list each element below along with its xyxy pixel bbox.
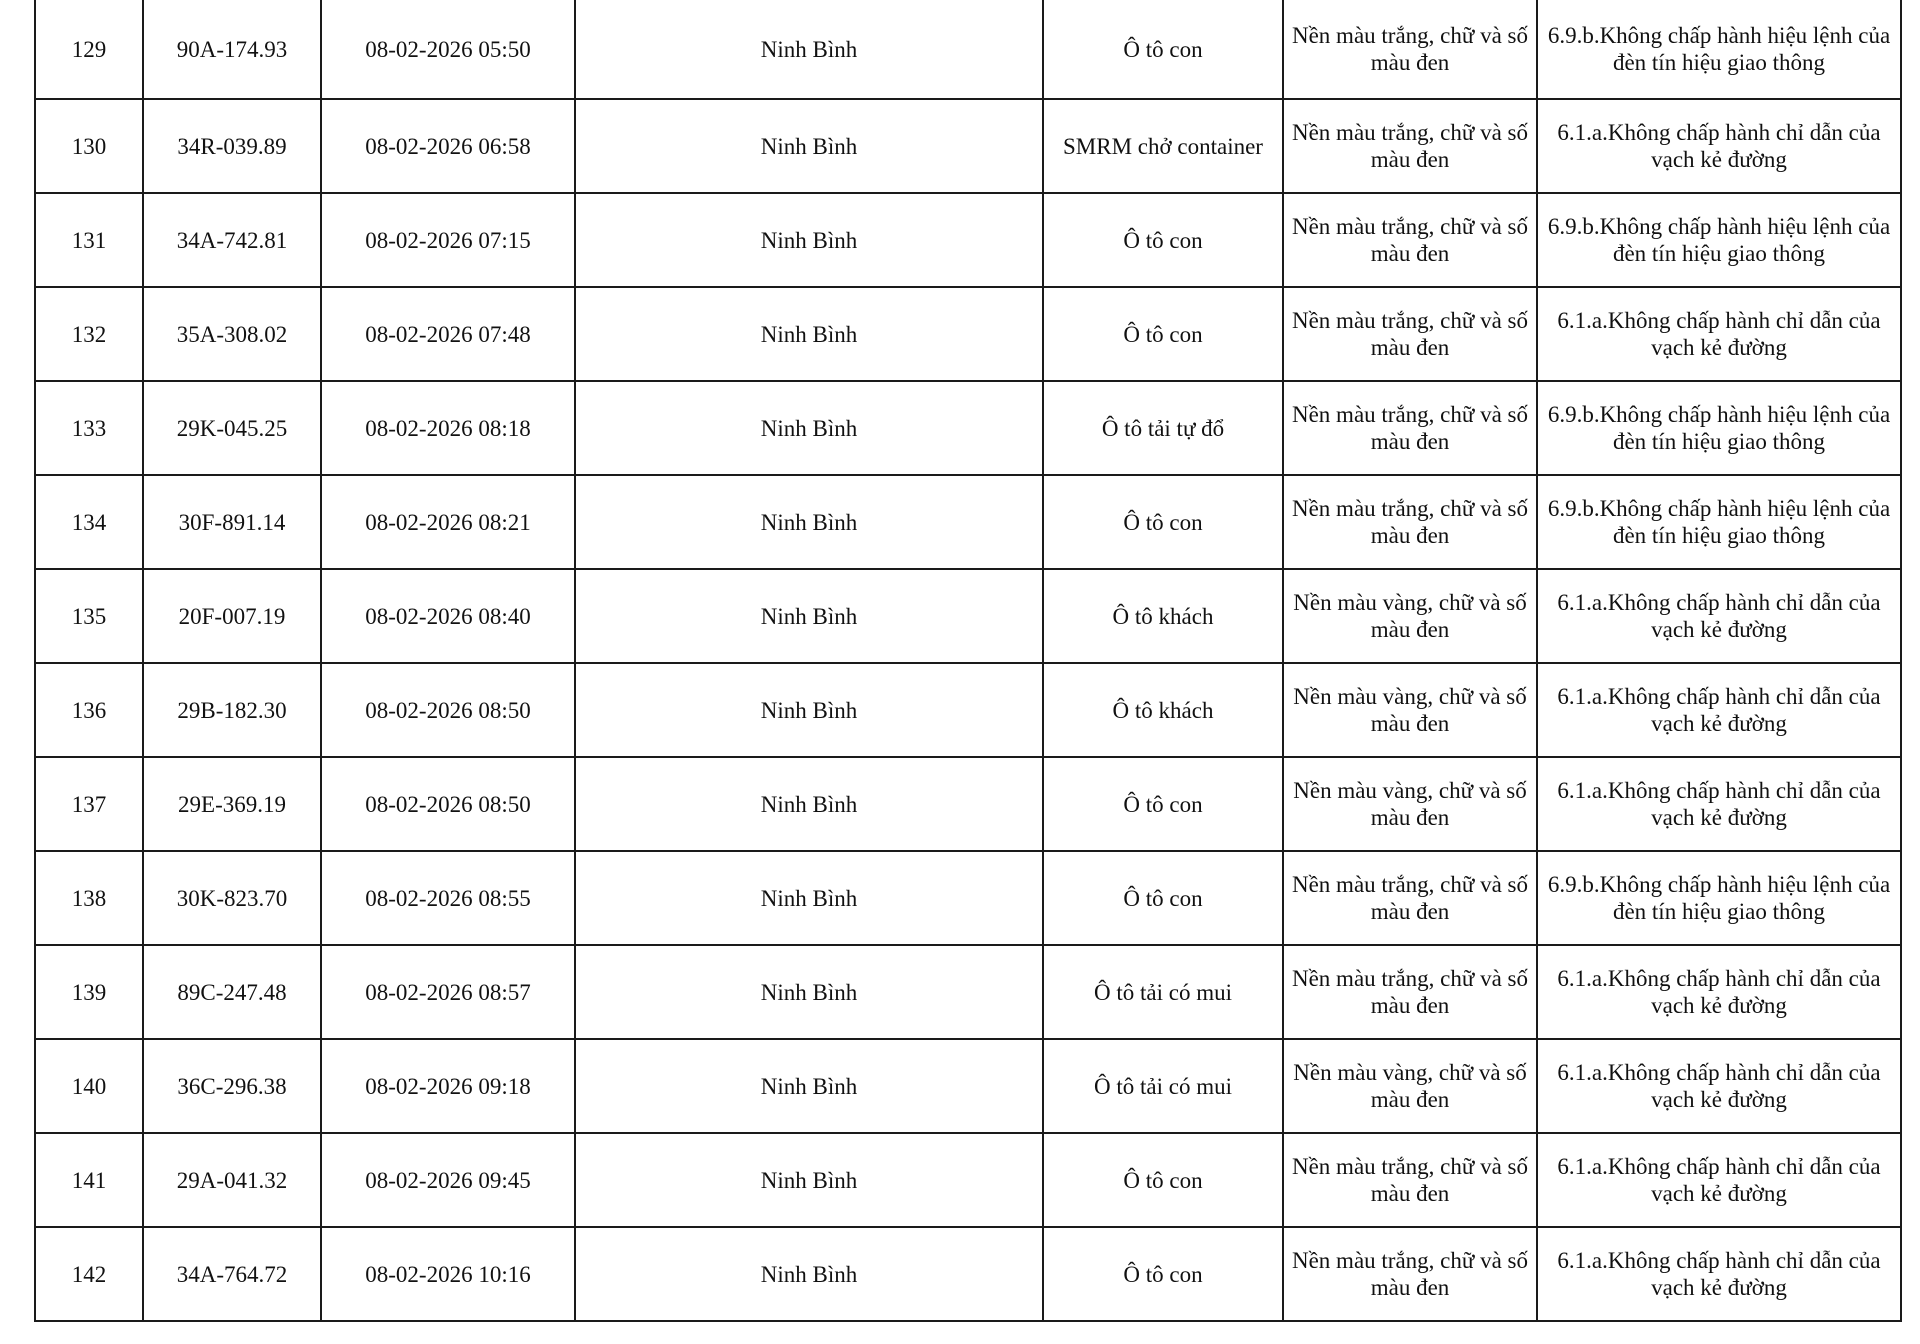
table-row	[35, 193, 1901, 287]
vehicle-type-cell: Ô tô tải có mui	[1043, 1039, 1283, 1133]
location-cell: Ninh Bình	[575, 1039, 1043, 1133]
row-number-cell: 138	[35, 851, 143, 945]
vehicle-type-cell: Ô tô con	[1043, 0, 1283, 99]
license-plate-cell: 36C-296.38	[143, 1039, 321, 1133]
plate-color-cell: Nền màu vàng, chữ và số màu đen	[1283, 663, 1537, 757]
plate-color-cell: Nền màu vàng, chữ và số màu đen	[1283, 569, 1537, 663]
license-plate-cell: 30K-823.70	[143, 851, 321, 945]
plate-color-cell: Nền màu trắng, chữ và số màu đen	[1283, 851, 1537, 945]
plate-color-cell: Nền màu trắng, chữ và số màu đen	[1283, 475, 1537, 569]
row-number-cell: 130	[35, 99, 143, 193]
table-row	[35, 381, 1901, 475]
license-plate-cell: 29E-369.19	[143, 757, 321, 851]
table-row	[35, 475, 1901, 569]
violation-description-cell: 6.1.a.Không chấp hành chỉ dẫn của vạch kẻ đường	[1537, 1227, 1901, 1321]
license-plate-cell: 34R-039.89	[143, 99, 321, 193]
table-row	[35, 99, 1901, 193]
vehicle-type-cell: Ô tô khách	[1043, 663, 1283, 757]
location-cell: Ninh Bình	[575, 757, 1043, 851]
location-cell: Ninh Bình	[575, 99, 1043, 193]
location-cell: Ninh Bình	[575, 1133, 1043, 1227]
vehicle-type-cell: Ô tô con	[1043, 475, 1283, 569]
location-cell: Ninh Bình	[575, 475, 1043, 569]
table-row	[35, 663, 1901, 757]
location-cell: Ninh Bình	[575, 287, 1043, 381]
plate-color-cell: Nền màu trắng, chữ và số màu đen	[1283, 99, 1537, 193]
plate-color-cell: Nền màu vàng, chữ và số màu đen	[1283, 757, 1537, 851]
row-number-cell: 139	[35, 945, 143, 1039]
violation-description-cell: 6.1.a.Không chấp hành chỉ dẫn của vạch kẻ đường	[1537, 1133, 1901, 1227]
license-plate-cell: 29K-045.25	[143, 381, 321, 475]
violation-description-cell: 6.1.a.Không chấp hành chỉ dẫn của vạch kẻ đường	[1537, 99, 1901, 193]
vehicle-type-cell: Ô tô con	[1043, 851, 1283, 945]
row-number-cell: 137	[35, 757, 143, 851]
vehicle-type-cell: Ô tô tải tự đổ	[1043, 381, 1283, 475]
table-row	[35, 1039, 1901, 1133]
table-row	[35, 1133, 1901, 1227]
violation-table	[34, 0, 1902, 1322]
location-cell: Ninh Bình	[575, 663, 1043, 757]
location-cell: Ninh Bình	[575, 1227, 1043, 1321]
violation-description-cell: 6.9.b.Không chấp hành hiệu lệnh của đèn tín hiệu giao thông	[1537, 475, 1901, 569]
violation-description-cell: 6.9.b.Không chấp hành hiệu lệnh của đèn tín hiệu giao thông	[1537, 381, 1901, 475]
plate-color-cell: Nền màu trắng, chữ và số màu đen	[1283, 1133, 1537, 1227]
table-row	[35, 569, 1901, 663]
plate-color-cell: Nền màu trắng, chữ và số màu đen	[1283, 381, 1537, 475]
violation-description-cell: 6.1.a.Không chấp hành chỉ dẫn của vạch kẻ đường	[1537, 569, 1901, 663]
violation-description-cell: 6.9.b.Không chấp hành hiệu lệnh của đèn tín hiệu giao thông	[1537, 0, 1901, 99]
row-number-cell: 129	[35, 0, 143, 99]
table-row	[35, 0, 1901, 99]
vehicle-type-cell: Ô tô tải có mui	[1043, 945, 1283, 1039]
row-number-cell: 142	[35, 1227, 143, 1321]
row-number-cell: 136	[35, 663, 143, 757]
row-number-cell: 131	[35, 193, 143, 287]
plate-color-cell: Nền màu trắng, chữ và số màu đen	[1283, 0, 1537, 99]
license-plate-cell: 29A-041.32	[143, 1133, 321, 1227]
license-plate-cell: 20F-007.19	[143, 569, 321, 663]
row-number-cell: 132	[35, 287, 143, 381]
violation-time-cell: 08-02-2026 06:58	[321, 99, 575, 193]
violation-description-cell: 6.1.a.Không chấp hành chỉ dẫn của vạch kẻ đường	[1537, 945, 1901, 1039]
violation-time-cell: 08-02-2026 08:50	[321, 663, 575, 757]
table-body	[35, 0, 1901, 1321]
table-row	[35, 851, 1901, 945]
document-page	[34, 0, 1900, 1322]
location-cell: Ninh Bình	[575, 851, 1043, 945]
violation-time-cell: 08-02-2026 10:16	[321, 1227, 575, 1321]
row-number-cell: 140	[35, 1039, 143, 1133]
vehicle-type-cell: Ô tô con	[1043, 193, 1283, 287]
location-cell: Ninh Bình	[575, 945, 1043, 1039]
license-plate-cell: 34A-742.81	[143, 193, 321, 287]
license-plate-cell: 34A-764.72	[143, 1227, 321, 1321]
vehicle-type-cell: Ô tô con	[1043, 1133, 1283, 1227]
vehicle-type-cell: Ô tô con	[1043, 1227, 1283, 1321]
vehicle-type-cell: Ô tô con	[1043, 757, 1283, 851]
license-plate-cell: 30F-891.14	[143, 475, 321, 569]
violation-time-cell: 08-02-2026 09:18	[321, 1039, 575, 1133]
plate-color-cell: Nền màu trắng, chữ và số màu đen	[1283, 193, 1537, 287]
table-row	[35, 1227, 1901, 1321]
violation-time-cell: 08-02-2026 08:50	[321, 757, 575, 851]
location-cell: Ninh Bình	[575, 381, 1043, 475]
row-number-cell: 135	[35, 569, 143, 663]
violation-description-cell: 6.1.a.Không chấp hành chỉ dẫn của vạch kẻ đường	[1537, 757, 1901, 851]
location-cell: Ninh Bình	[575, 193, 1043, 287]
violation-time-cell: 08-02-2026 08:40	[321, 569, 575, 663]
plate-color-cell: Nền màu trắng, chữ và số màu đen	[1283, 945, 1537, 1039]
license-plate-cell: 35A-308.02	[143, 287, 321, 381]
table-row	[35, 945, 1901, 1039]
row-number-cell: 141	[35, 1133, 143, 1227]
plate-color-cell: Nền màu trắng, chữ và số màu đen	[1283, 287, 1537, 381]
violation-description-cell: 6.1.a.Không chấp hành chỉ dẫn của vạch kẻ đường	[1537, 1039, 1901, 1133]
location-cell: Ninh Bình	[575, 569, 1043, 663]
violation-time-cell: 08-02-2026 08:18	[321, 381, 575, 475]
vehicle-type-cell: SMRM chở container	[1043, 99, 1283, 193]
row-number-cell: 133	[35, 381, 143, 475]
violation-description-cell: 6.9.b.Không chấp hành hiệu lệnh của đèn tín hiệu giao thông	[1537, 851, 1901, 945]
violation-time-cell: 08-02-2026 07:48	[321, 287, 575, 381]
location-cell: Ninh Bình	[575, 0, 1043, 99]
violation-description-cell: 6.1.a.Không chấp hành chỉ dẫn của vạch kẻ đường	[1537, 287, 1901, 381]
table-row	[35, 757, 1901, 851]
violation-time-cell: 08-02-2026 09:45	[321, 1133, 575, 1227]
license-plate-cell: 90A-174.93	[143, 0, 321, 99]
license-plate-cell: 29B-182.30	[143, 663, 321, 757]
violation-time-cell: 08-02-2026 08:57	[321, 945, 575, 1039]
violation-description-cell: 6.9.b.Không chấp hành hiệu lệnh của đèn tín hiệu giao thông	[1537, 193, 1901, 287]
table-row	[35, 287, 1901, 381]
row-number-cell: 134	[35, 475, 143, 569]
license-plate-cell: 89C-247.48	[143, 945, 321, 1039]
vehicle-type-cell: Ô tô con	[1043, 287, 1283, 381]
violation-time-cell: 08-02-2026 07:15	[321, 193, 575, 287]
violation-time-cell: 08-02-2026 08:21	[321, 475, 575, 569]
plate-color-cell: Nền màu vàng, chữ và số màu đen	[1283, 1039, 1537, 1133]
violation-time-cell: 08-02-2026 08:55	[321, 851, 575, 945]
violation-description-cell: 6.1.a.Không chấp hành chỉ dẫn của vạch kẻ đường	[1537, 663, 1901, 757]
vehicle-type-cell: Ô tô khách	[1043, 569, 1283, 663]
violation-time-cell: 08-02-2026 05:50	[321, 0, 575, 99]
plate-color-cell: Nền màu trắng, chữ và số màu đen	[1283, 1227, 1537, 1321]
